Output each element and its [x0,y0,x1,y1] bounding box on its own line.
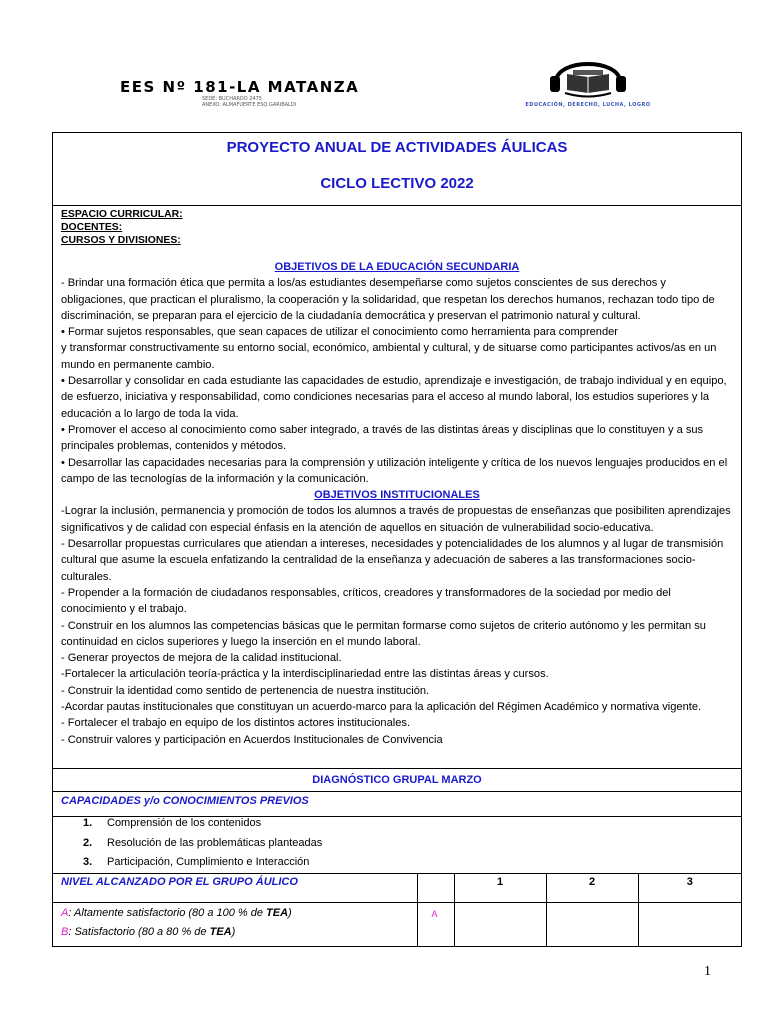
sede-address [202,96,296,108]
level-a-letter: A [61,907,69,919]
level-b-letter: B [61,926,69,938]
list-number: 3. [83,856,93,868]
level-descriptions [53,903,417,947]
institutional-item: - Desarrollar propuestas curriculares que atiendan a intereses, necesidades y potencialidades de los alumnos y al lugar de transmisión cultural que asume la escuela enfatizando la centralidad de la enseñanza y adecuación de saberes a las transformaciones socio-culturales. [61,538,724,583]
tea-label: TEA [266,907,289,919]
school-logo [493,46,683,114]
capacidades-list [53,816,741,873]
level-b [61,923,409,942]
headset-book-icon [493,46,683,106]
anexo-line: ANEXO: ALMAFUERTE ESQ.GARIBALDI [202,102,297,108]
document-header [100,38,680,118]
list-item [83,837,322,849]
institutional-item: - Construir en los alumnos las competencias básicas que le permitan formarse como sujetos de criterio autónomo y les permitan su continuidad en ciclos superiores y luego la inserción en el mundo laboral. [61,619,706,648]
level-a [61,904,409,923]
score-cell-1[interactable] [454,903,546,947]
institutional-item: - Propender a la formación de ciudadanos responsables, críticos, creadores y transformadores de la sociedad por medio del conocimiento y el trabajo. [61,586,671,616]
field-espacio-curricular: ESPACIO CURRICULAR: [61,209,183,220]
list-number: 1. [83,817,93,829]
table-cell [417,874,454,903]
institutional-item: -Lograr la inclusión, permanencia y promoción de todos los alumnos a través de propuestas de enseñanzas que posibiliten aprendizajes significativos y de calidad con especial énfasis en la atención de aquellos en situación de vulnerabilidad socio-educativa. [61,505,731,534]
institutional-item: - Construir la identidad como sentido de pertenencia de nuestra institución. [61,684,430,697]
sede-line: SEDE: BUCHARDO 2475 [202,96,262,102]
paren: ) [288,907,292,919]
objective-item: • Formar sujetos responsables, que sean capaces de utilizar el conocimiento como herramienta para comprender [61,326,619,339]
column-header-1: 1 [454,874,546,903]
level-b-text: : Satisfactorio (80 a 80 % de [68,926,210,938]
level-a-text: : Altamente satisfactorio (80 a 100 % de [68,907,267,919]
score-cell-2[interactable] [546,903,638,947]
capacidades-heading: CAPACIDADES y/o CONOCIMIENTOS PREVIOS [53,791,741,816]
objective-item: y transformar constructivamente su entorno social, económico, ambiental y cultural, y de situarse como participantes activos/as en un mundo en permanente cambio. [61,342,717,371]
cell-a-marker: A [417,903,454,947]
tea-label: TEA [209,926,232,938]
paren: ) [231,926,236,938]
list-item [83,817,261,829]
nivel-heading: NIVEL ALCANZADO POR EL GRUPO ÁULICO [53,874,417,903]
logo-tagline: EDUCACIÓN, DERECHO, LUCHA, LOGRO [525,102,651,108]
form-title: PROYECTO ANUAL DE ACTIVIDADES ÁULICAS [226,139,568,156]
diagnostico-heading: DIAGNÓSTICO GRUPAL MARZO [53,768,741,791]
list-text: Resolución de las problemáticas planteadas [107,837,323,849]
column-header-3: 3 [638,874,741,903]
page-number: 1 [704,964,711,979]
heading-objetivos-institucionales: OBJETIVOS INSTITUCIONALES [314,489,480,502]
institutional-item: - Construir valores y participación en Acuerdos Institucionales de Convivencia [61,733,443,746]
score-cell-3[interactable] [638,903,741,947]
institutional-item: - Generar proyectos de mejora de la calidad institucional. [61,652,342,665]
title-box [53,133,741,206]
objective-item: • Desarrollar y consolidar en cada estudiante las capacidades de estudio, aprendizaje e investigación, de trabajo individual y en equipo, de esfuerzo, iniciativa y responsabilidad, como condiciones necesarias para el acceso al mundo laboral, los estudios superiores y la educación a lo largo de toda la vida. [61,375,727,420]
field-cursos: CURSOS Y DIVISIONES: [61,235,181,246]
objectives-section [53,206,741,760]
institutional-item: - Fortalecer el trabajo en equipo de los distintos actores institucionales. [61,717,411,730]
institutional-item: -Acordar pautas institucionales que constituyan un acuerdo-marco para la aplicación del Régimen Académico y normativa vigente. [61,701,702,714]
project-form [52,132,742,947]
column-header-2: 2 [546,874,638,903]
table-row [53,874,741,903]
list-number: 2. [83,837,93,849]
list-item [83,856,309,868]
institutional-item: -Fortalecer la articulación teoría-práctica y la interdisciplinariedad entre las distintas áreas y cursos. [61,668,549,681]
objective-item: - Brindar una formación ética que permita a los/as estudiantes desempeñarse como sujetos conscientes de sus derechos y obligaciones, que practican el pluralismo, la cooperación y la solidaridad, que respetan los derechos humanos, rechazan todo tipo de discriminación, se preparan para el ejercicio de la ciudadanía democrática y preservan el patrimonio natural y cultural. [61,277,715,322]
school-name: EES Nº 181-LA MATANZA [120,78,360,96]
list-text: Comprensión de los contenidos [107,817,262,829]
nivel-table [53,873,741,946]
list-text: Participación, Cumplimiento e Interacción [107,856,310,868]
table-row [53,903,741,947]
field-docentes: DOCENTES: [61,222,123,233]
school-year: CICLO LECTIVO 2022 [320,175,474,192]
objective-item: • Promover el acceso al conocimiento como saber integrado, a través de las distintas áreas y disciplinas que lo constituyen y a sus principales problemas, contenidos y métodos. [61,423,704,453]
heading-objetivos-secundaria: OBJETIVOS DE LA EDUCACIÓN SECUNDARIA [274,261,520,273]
objective-item: • Desarrollar las capacidades necesarias para la comprensión y utilización inteligente y crítica de los nuevos lenguajes producidos en el campo de las tecnologías de la información y la comunicación. [61,456,728,485]
